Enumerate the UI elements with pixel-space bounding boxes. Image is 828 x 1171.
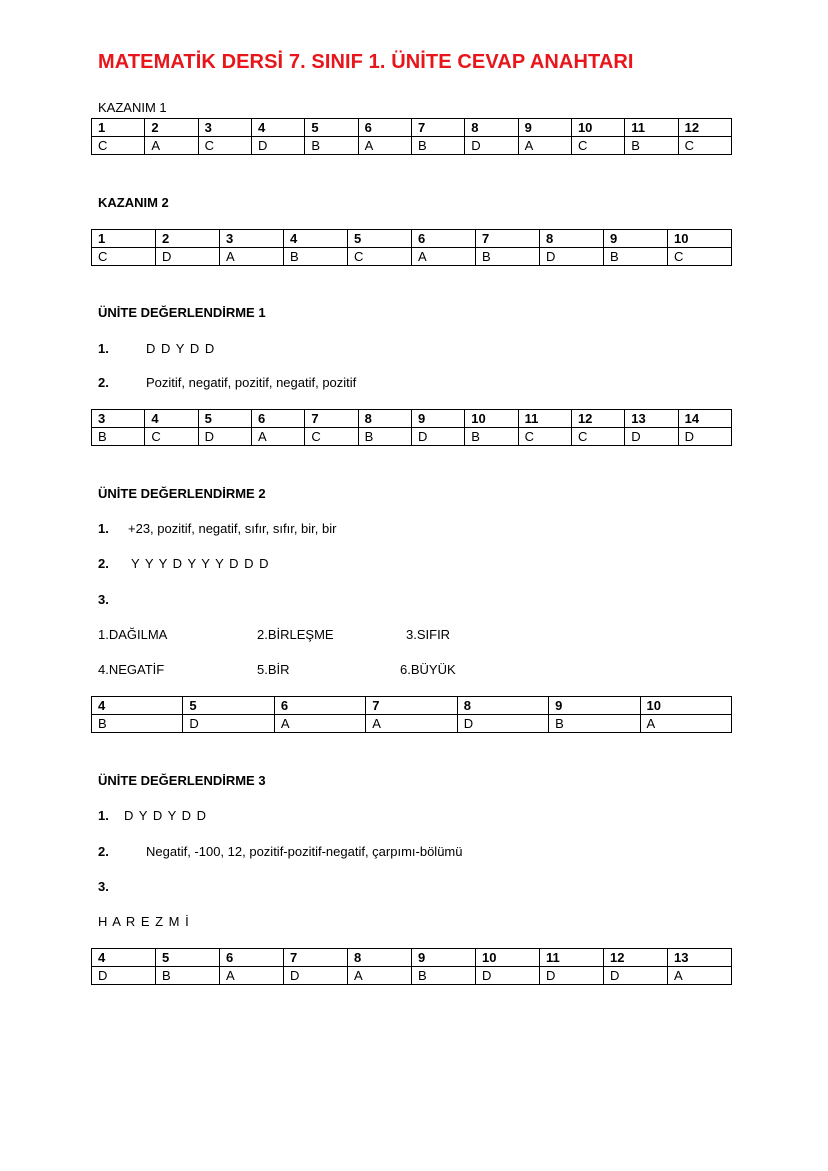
question-number-cell: 11 — [540, 949, 604, 967]
answer-cell: A — [518, 137, 571, 155]
table-answer-row — [92, 967, 732, 985]
question-number-cell: 13 — [668, 949, 732, 967]
table-answer-row — [92, 715, 732, 733]
question-number-cell: 8 — [348, 949, 412, 967]
answer-cell: B — [284, 248, 348, 266]
answer-cell: C — [668, 248, 732, 266]
kazanim-1-table — [91, 118, 732, 155]
question-number-cell: 10 — [465, 410, 518, 428]
question-number-cell: 6 — [220, 949, 284, 967]
answer-cell: D — [540, 967, 604, 985]
answer-cell: B — [476, 248, 540, 266]
answer-cell: A — [366, 715, 457, 733]
unite-3-heading: ÜNİTE DEĞERLENDİRME 3 — [98, 773, 266, 788]
question-number-cell: 6 — [274, 697, 365, 715]
answer-cell: D — [411, 428, 464, 446]
question-number-cell: 2 — [145, 119, 198, 137]
question-number-cell: 5 — [156, 949, 220, 967]
question-number-cell: 2 — [156, 230, 220, 248]
question-number-cell: 3 — [220, 230, 284, 248]
answer-cell: D — [540, 248, 604, 266]
question-number-cell: 6 — [412, 230, 476, 248]
answer-cell: C — [571, 137, 624, 155]
table-number-row — [92, 410, 732, 428]
question-number-cell: 6 — [358, 119, 411, 137]
answer-cell: B — [412, 967, 476, 985]
answer-cell: A — [412, 248, 476, 266]
answer-cell: D — [183, 715, 274, 733]
answer-cell: B — [411, 137, 464, 155]
question-number-cell: 14 — [678, 410, 731, 428]
question-number-cell: 3 — [92, 410, 145, 428]
question-number-cell: 7 — [476, 230, 540, 248]
question-number-cell: 3 — [198, 119, 251, 137]
question-number: 2. — [98, 556, 109, 571]
answer-cell: D — [604, 967, 668, 985]
answer-cell: D — [476, 967, 540, 985]
answer-cell: B — [305, 137, 358, 155]
answer-cell: A — [220, 967, 284, 985]
answer-cell: D — [198, 428, 251, 446]
answer-cell: B — [625, 137, 678, 155]
answer-cell: B — [604, 248, 668, 266]
page-title: MATEMATİK DERSİ 7. SINIF 1. ÜNİTE CEVAP ANAHTARI — [98, 51, 634, 73]
question-number-cell: 10 — [640, 697, 731, 715]
question-number: 2. — [98, 375, 109, 390]
answer-cell: B — [156, 967, 220, 985]
question-number: 1. — [98, 808, 109, 823]
answer-cell: A — [251, 428, 304, 446]
question-number-cell: 5 — [198, 410, 251, 428]
question-answer: Pozitif, negatif, pozitif, negatif, pozitif — [146, 375, 357, 390]
unite-1-heading: ÜNİTE DEĞERLENDİRME 1 — [98, 305, 266, 320]
question-number-cell: 12 — [571, 410, 624, 428]
answer-cell: A — [220, 248, 284, 266]
question-number-cell: 5 — [305, 119, 358, 137]
question-number: 2. — [98, 844, 109, 859]
question-number-cell: 11 — [625, 119, 678, 137]
unite-2-heading: ÜNİTE DEĞERLENDİRME 2 — [98, 486, 266, 501]
answer-cell: B — [465, 428, 518, 446]
answer-cell: B — [549, 715, 640, 733]
table-number-row — [92, 230, 732, 248]
question-number-cell: 13 — [625, 410, 678, 428]
answer-cell: A — [640, 715, 731, 733]
question-number-cell: 7 — [284, 949, 348, 967]
match-item: 6.BÜYÜK — [400, 662, 456, 677]
question-number-cell: 7 — [411, 119, 464, 137]
answer-cell: D — [457, 715, 548, 733]
question-number-cell: 9 — [411, 410, 464, 428]
match-item: 2.BİRLEŞME — [257, 627, 334, 642]
answer-cell: B — [92, 428, 145, 446]
kazanim-1-heading: KAZANIM 1 — [98, 100, 167, 115]
answer-cell: C — [571, 428, 624, 446]
answer-cell: A — [274, 715, 365, 733]
kazanim-2-table — [91, 229, 732, 266]
question-answer: D D Y D D — [146, 341, 216, 356]
question-number: 1. — [98, 521, 109, 536]
question-answer: D Y D Y D D — [124, 808, 208, 823]
match-item: 1.DAĞILMA — [98, 627, 168, 642]
match-item: 5.BİR — [257, 662, 290, 677]
question-number-cell: 4 — [145, 410, 198, 428]
answer-cell: A — [145, 137, 198, 155]
match-item: 3.SIFIR — [406, 627, 451, 642]
question-number-cell: 8 — [358, 410, 411, 428]
question-number-cell: 4 — [251, 119, 304, 137]
answer-cell: B — [92, 715, 183, 733]
answer-cell: C — [198, 137, 251, 155]
table-answer-row — [92, 428, 732, 446]
question-number: 3. — [98, 592, 109, 607]
question-number-cell: 5 — [348, 230, 412, 248]
kazanim-2-heading: KAZANIM 2 — [98, 195, 169, 210]
question-number-cell: 7 — [366, 697, 457, 715]
question-answer: Negatif, -100, 12, pozitif-pozitif-negatif, çarpımı-bölümü — [146, 844, 463, 859]
question-number-cell: 4 — [284, 230, 348, 248]
question-number-cell: 10 — [668, 230, 732, 248]
question-number-cell: 12 — [678, 119, 731, 137]
answer-cell: A — [668, 967, 732, 985]
answer-cell: D — [251, 137, 304, 155]
answer-cell: A — [348, 967, 412, 985]
question-number-cell: 9 — [518, 119, 571, 137]
question-number-cell: 10 — [476, 949, 540, 967]
question-number-cell: 9 — [604, 230, 668, 248]
table-answer-row — [92, 248, 732, 266]
question-answer: +23, pozitif, negatif, sıfır, sıfır, bir, bir — [128, 521, 337, 536]
answer-cell: A — [358, 137, 411, 155]
match-item: 4.NEGATİF — [98, 662, 165, 677]
question-number-cell: 7 — [305, 410, 358, 428]
table-number-row — [92, 697, 732, 715]
answer-cell: D — [465, 137, 518, 155]
question-number-cell: 11 — [518, 410, 571, 428]
answer-cell: D — [156, 248, 220, 266]
question-number: 1. — [98, 341, 109, 356]
answer-cell: C — [678, 137, 731, 155]
question-number: 3. — [98, 879, 109, 894]
question-number-cell: 8 — [457, 697, 548, 715]
answer-cell: B — [358, 428, 411, 446]
question-number-cell: 5 — [183, 697, 274, 715]
table-number-row — [92, 119, 732, 137]
question-number-cell: 10 — [571, 119, 624, 137]
answer-cell: C — [92, 137, 145, 155]
question-number-cell: 9 — [549, 697, 640, 715]
answer-cell: C — [518, 428, 571, 446]
answer-cell: C — [145, 428, 198, 446]
question-number-cell: 9 — [412, 949, 476, 967]
answer-cell: C — [305, 428, 358, 446]
unite-3-table — [91, 948, 732, 985]
answer-cell: C — [92, 248, 156, 266]
question-number-cell: 4 — [92, 697, 183, 715]
answer-cell: D — [284, 967, 348, 985]
table-number-row — [92, 949, 732, 967]
answer-cell: D — [678, 428, 731, 446]
question-number-cell: 1 — [92, 230, 156, 248]
question-number-cell: 8 — [540, 230, 604, 248]
unite-1-table — [91, 409, 732, 446]
question-number-cell: 6 — [251, 410, 304, 428]
question-number-cell: 1 — [92, 119, 145, 137]
table-answer-row — [92, 137, 732, 155]
answer-cell: D — [92, 967, 156, 985]
question-number-cell: 8 — [465, 119, 518, 137]
answer-cell: D — [625, 428, 678, 446]
answer-cell: C — [348, 248, 412, 266]
question-answer: H A R E Z M İ — [98, 914, 190, 929]
unite-2-table — [91, 696, 732, 733]
question-number-cell: 12 — [604, 949, 668, 967]
question-number-cell: 4 — [92, 949, 156, 967]
question-answer: Y Y Y D Y Y Y D D D — [131, 556, 270, 571]
